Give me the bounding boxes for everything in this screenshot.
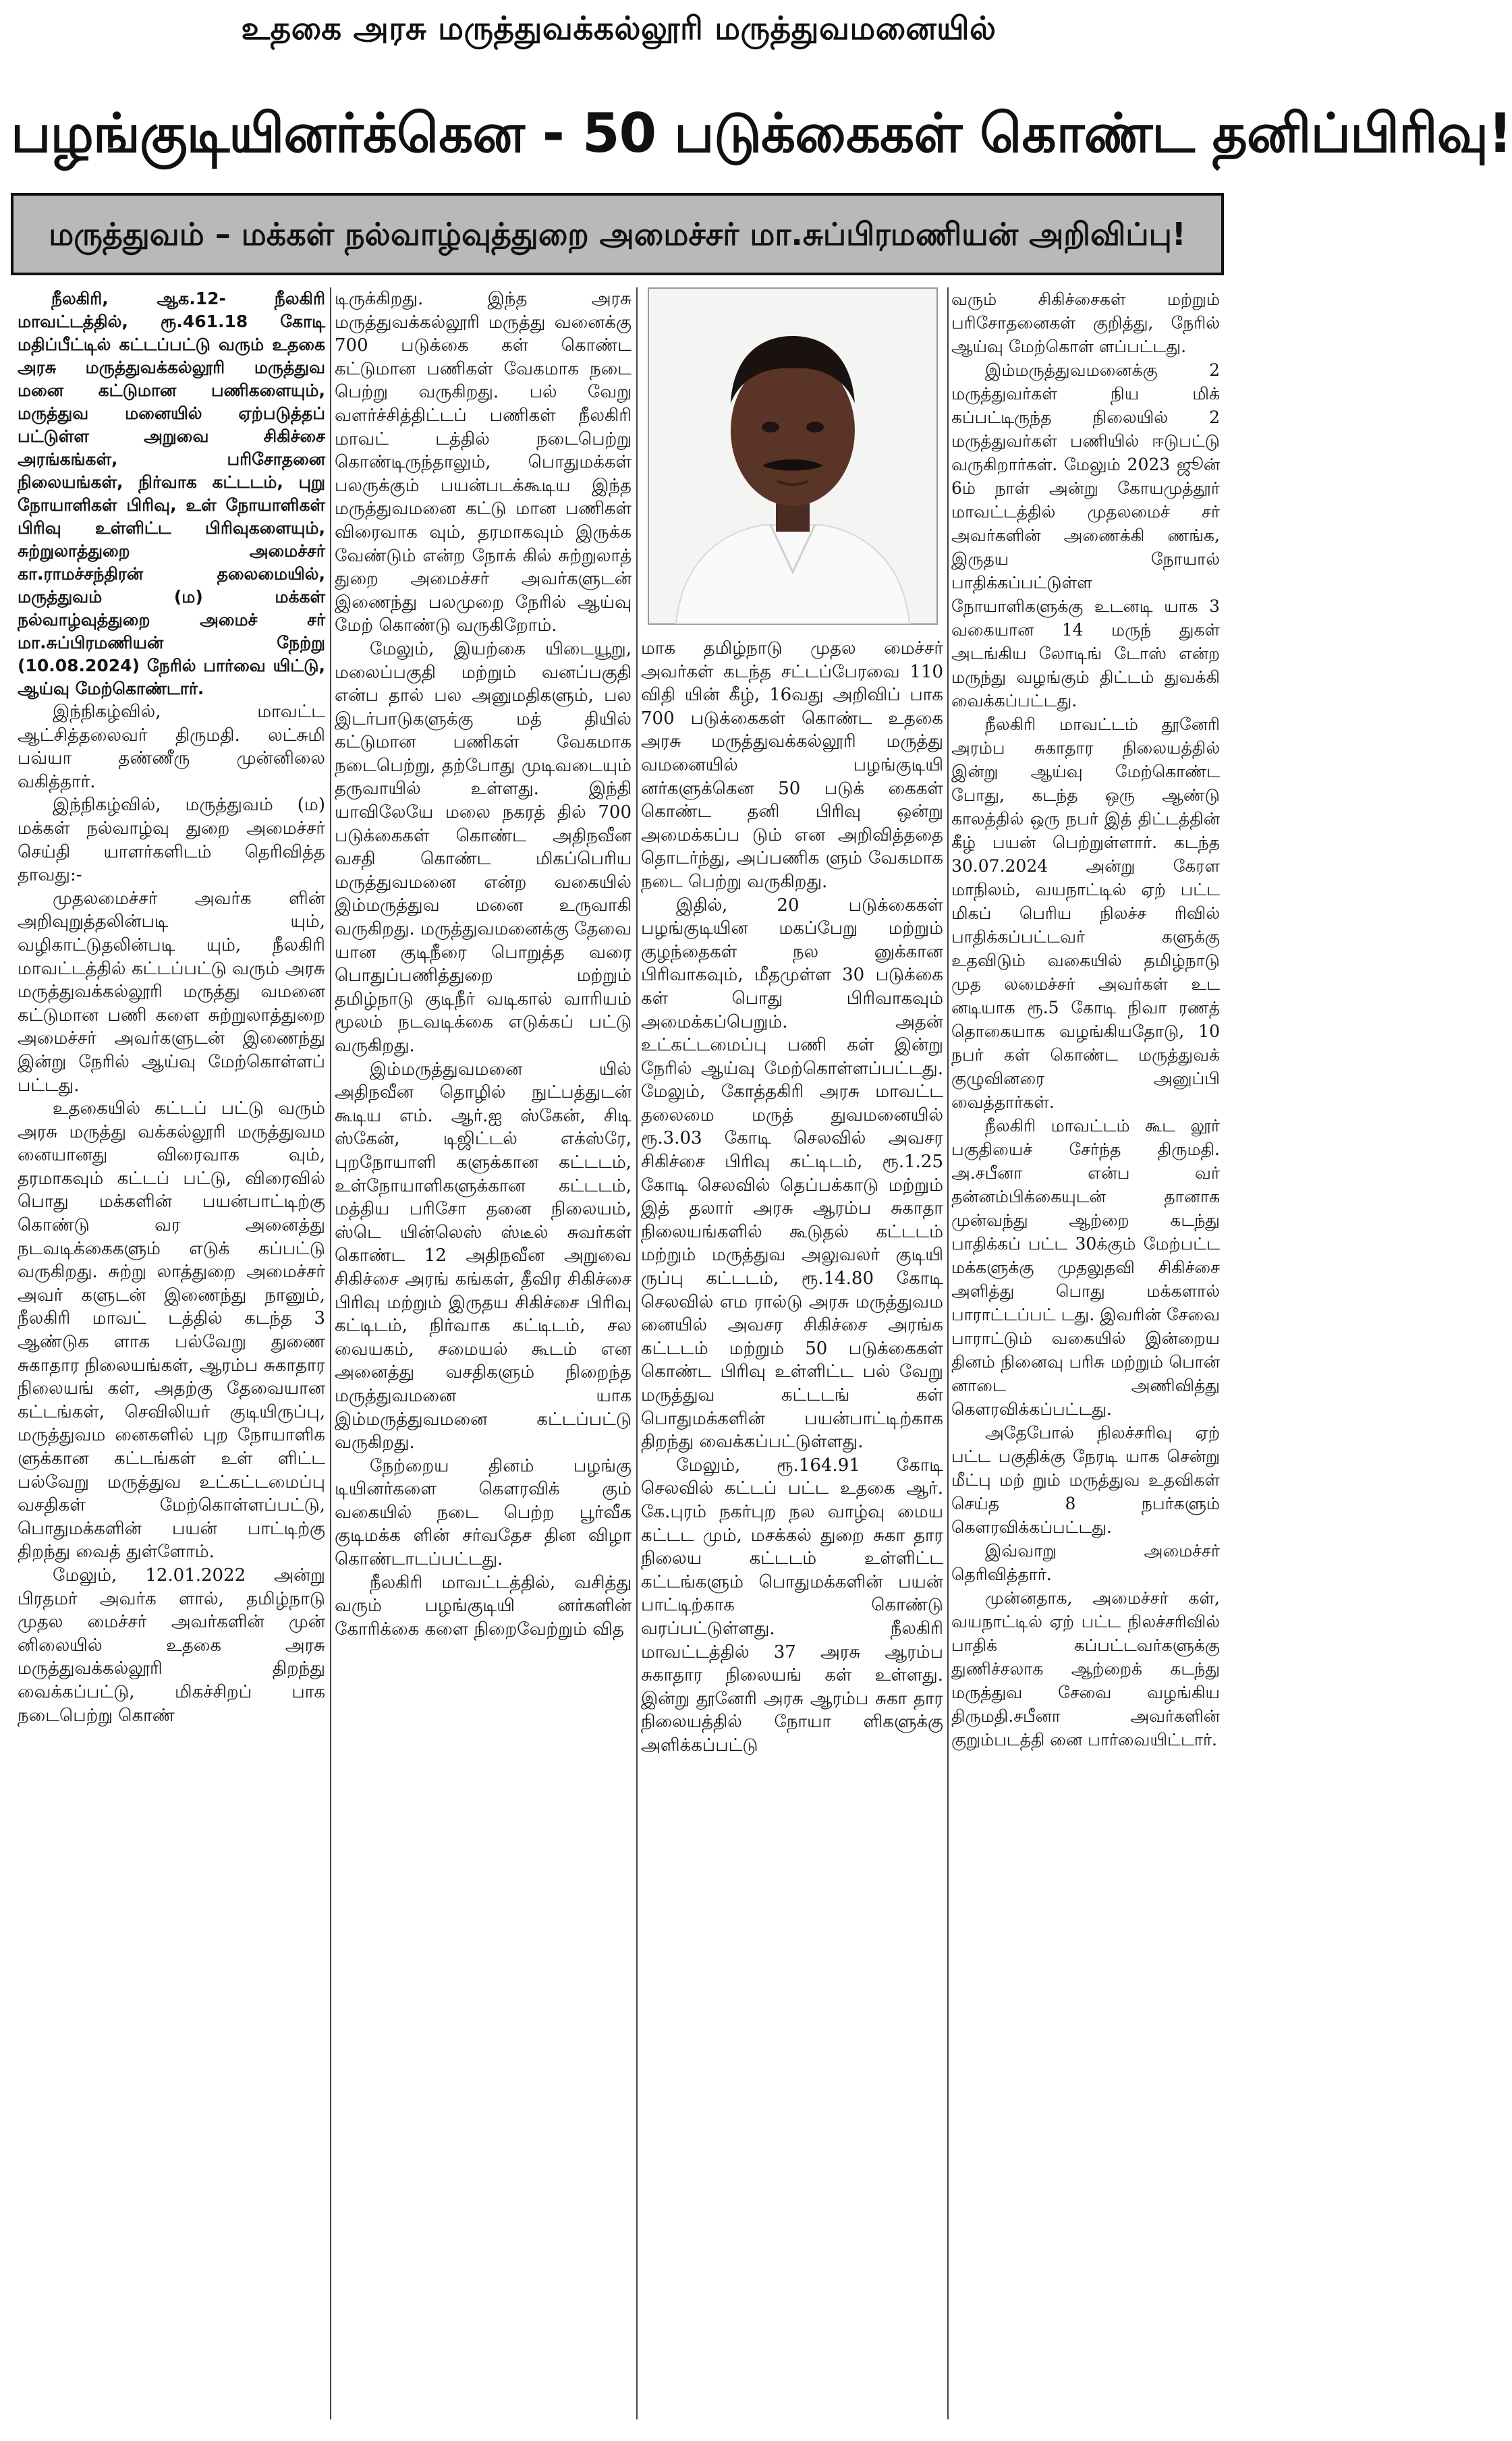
article-paragraph: இந்நிகழ்வில், மாவட்ட ஆட்சித்தலைவர் திருமதி. லட்சுமி பவ்யா தண்ணீரு முன்னிலை வகித்தார். [18, 702, 325, 792]
article-paragraph: இம்மருத்துவமனை யில் அதிநவீன தொழில் நுட்பத்துடன் கூடிய எம். ஆர்.ஐ ஸ்கேன், சிடி ஸ்கேன், டிஜிட்டல் எக்ஸ்ரே, புறநோயாளி களுக்கான கட்டடம், உள்நோயாளிகளுக்கான கட்டடம், மத்திய பரிசோ தனை நிலையம், ஸ்டெ யின்லெஸ் ஸ்டீல் சுவர்கள் கொண்ட 12 அதிநவீன அறுவை சிகிச்சை அரங் கங்கள், தீவிர சிகிச்சை பிரிவு மற்றும் இருதய சிகிச்சை பிரிவு கட்டிடம், நிர்வாக கட்டிடம், சல வையகம், சமையல் கூடம் என அனைத்து வசதிகளும் நிறைந்த மருத்துவமனை யாக இம்மருத்துவமனை கட்டப்பட்டு வருகிறது. [335, 1059, 632, 1453]
article-paragraph: மேலும், ரூ.164.91 கோடி செலவில் கட்டப் பட்ட உதகை ஆர். கே.புரம் நகர்புற நல வாழ்வு மைய கட்டட மும், மசக்கல் துறை சுகா தார நிலைய கட்டடம் உள்ளிட்ட கட்டங்களும் பொதுமக்களின் பயன் பாட்டிற்காக கொண்டு வரப்பட்டுள்ளது. நீலகிரி மாவட்டத்தில் 37 அரசு ஆரம்ப சுகாதார நிலையங் கள் உள்ளது. இன்று தூனேரி அரசு ஆரம்ப சுகா தார நிலையத்தில் நோயா ளிகளுக்கு அளிக்கப்பட்டு [641, 1455, 943, 1756]
article-column-3 [641, 637, 943, 2433]
article-paragraph: நேற்றைய தினம் பழங்கு டியினர்களை கௌரவிக் கும் வகையில் நடை பெற்ற பூர்வீக குடிமக்க ளின் சர்வதேச தின விழா கொண்டாடப்பட்டது. [335, 1455, 632, 1570]
article-paragraph: மாக தமிழ்நாடு முதல மைச்சர் அவர்கள் கடந்த சட்டப்பேரவை 110 விதி யின் கீழ், 16வது அறிவிப் பாக 700 படுக்கைகள் கொண்ட உதகை அரசு மருத்துவக்கல்லூரி மருத்து வமனையில் பழங்குடியி னர்களுக்கென 50 படுக் கைகள் கொண்ட தனி பிரிவு ஒன்று அமைக்கப்ப டும் என அறிவித்ததை தொடர்ந்து, அப்பணிக ளும் வேகமாக நடை பெற்று வருகிறது. [641, 638, 943, 892]
dateline-lead-paragraph: நீலகிரி, ஆக.12- நீலகிரி மாவட்டத்தில், ரூ.461.18 கோடி மதிப்பீட்டில் கட்டப்பட்டு வரும் உதகை அரசு மருத்துவக்கல்லூரி மருத்துவ மனை கட்டுமான பணிகளையும், மருத்துவ மனையில் ஏற்படுத்தப் பட்டுள்ள அறுவை சிகிச்சை அரங்கங்கள், பரிசோதனை நிலையங்கள், நிர்வாக கட்டடம், புறு நோயாளிகள் பிரிவு, உள் நோயாளிகள் பிரிவு உள்ளிட்ட பிரிவுகளையும், சுற்றுலாத்துறை அமைச்சர் கா.ராமச்சந்திரன் தலைமையில், மருத்துவம் (ம) மக்கள் நல்வாழ்வுத்துறை அமைச் சர் மா.சுப்பிரமணியன் நேற்று (10.08.2024) நேரில் பார்வை யிட்டு, ஆய்வு மேற்கொண்டார். [18, 289, 325, 698]
article-paragraph: நீலகிரி மாவட்டத்தில், வசித்து வரும் பழங்குடியி னர்களின் கோரிக்கை களை நிறைவேற்றும் வித [335, 1572, 632, 1639]
article-paragraph: மேலும், இயற்கை யிடையூறு, மலைப்பகுதி மற்றும் வனப்பகுதி என்ப தால் பல அனுமதிகளும், பல இடர்பாடுகளுக்கு மத் தியில் கட்டுமான பணிகள் வேகமாக நடைபெற்று, தற்போது முடிவடையும் தருவாயில் உள்ளது. இந்தி யாவிலேயே மலை நகரத் தில் 700 படுக்கைகள் கொண்ட அதிநவீன வசதி கொண்ட மிகப்பெரிய மருத்துவமனை என்ற வகையில் இம்மருத்துவ மனை உருவாகி வருகிறது. மருத்துவமனைக்கு தேவை யான குடிநீரை பொறுத்த வரை பொதுப்பணித்துறை மற்றும் தமிழ்நாடு குடிநீர் வடிகால் வாரியம் மூலம் நடவடிக்கை எடுக்கப் பட்டு வருகிறது. [335, 638, 632, 1056]
article-paragraph: இவ்வாறு அமைச்சர் தெரிவித்தார். [951, 1541, 1220, 1584]
article-column-1 [18, 287, 325, 2433]
article-paragraph: அதேபோல் நிலச்சரிவு ஏற் பட்ட பகுதிக்கு நேரடி யாக சென்று மீட்பு மற் றும் மருத்துவ உதவிகள் செய்த 8 நபர்களும் கௌரவிக்கப்பட்டது. [951, 1423, 1220, 1537]
article-column-4 [951, 287, 1220, 2433]
headline: பழங்குடியினர்க்கென - 50 படுக்கைகள் கொண்ட தனிப்பிரிவு! [11, 102, 1512, 165]
portrait-illustration [649, 289, 936, 623]
article-paragraph: முதலமைச்சர் அவர்க ளின் அறிவுறுத்தலின்படி யும், வழிகாட்டுதலின்படி யும், நீலகிரி மாவட்டத்தில் கட்டப்பட்டு வரும் அரசு மருத்துவக்கல்லூரி மருத்து வமனை கட்டுமான பணி களை சுற்றுலாத்துறை அமைச்சர் அவர்களுடன் இணைந்து இன்று நேரில் ஆய்வு மேற்கொள்ளப் பட்டது. [18, 888, 325, 1096]
article-paragraph: முன்னதாக, அமைச்சர் கள், வயநாட்டில் ஏற் பட்ட நிலச்சரிவில் பாதிக் கப்பட்டவர்களுக்கு துணிச்சலாக ஆற்றைக் கடந்து மருத்துவ சேவை வழங்கிய திருமதி.சபீனா அவர்களின் குறும்படத்தி னை பார்வையிட்டார். [951, 1588, 1220, 1749]
article-paragraph: இந்நிகழ்வில், மருத்துவம் (ம) மக்கள் நல்வாழ்வு துறை அமைச்சர் செய்தி யாளர்களிடம் தெரிவித்த தாவது:- [18, 795, 325, 886]
article-paragraph: உதகையில் கட்டப் பட்டு வரும் அரசு மருத்து வக்கல்லூரி மருத்துவம னையானது விரைவாக வும், தரமாகவும் கட்டப் பட்டு, விரைவில் பொது மக்களின் பயன்பாட்டிற்கு கொண்டு வர அனைத்து நடவடிக்கைகளும் எடுக் கப்பட்டு வருகிறது. சுற்று லாத்துறை அமைச்சர் அவர் களுடன் இணைந்து நானும், நீலகிரி மாவட் டத்தில் கடந்த 3 ஆண்டுக ளாக பல்வேறு துணை சுகாதார நிலையங்கள், ஆரம்ப சுகாதார நிலையங் கள், அதற்கு தேவையான கட்டங்கள், செவிலியர் குடியிருப்பு, மருத்துவம னைகளில் புற நோயாளிக ளுக்கான கட்டங்கள் உள் ளிட்ட பல்வேறு மருத்துவ உட்கட்டமைப்பு வசதிகள் மேற்கொள்ளப்பட்டு, பொதுமக்களின் பயன் பாட்டிற்கு திறந்து வைத் துள்ளோம். [18, 1098, 325, 1563]
article-column-2 [335, 287, 632, 2433]
column-rule [636, 287, 638, 2419]
kicker-line: உதகை அரசு மருத்துவக்கல்லூரி மருத்துவமனையில் [241, 10, 997, 47]
column-rule [947, 287, 949, 2419]
article-paragraph: நீலகிரி மாவட்டம் தூனேரி அரம்ப சுகாதார நிலையத்தில் இன்று ஆய்வு மேற்கொண்ட போது, கடந்த ஒரு ஆண்டு காலத்தில் ஒரு நபர் இத் திட்டத்தின் கீழ் பயன் பெற்றுள்ளார். கடந்த 30.07.2024 அன்று கேரள மாநிலம், வயநாட்டில் ஏற் பட்ட மிகப் பெரிய நிலச்ச ரிவில் பாதிக்கப்பட்டவர் களுக்கு உதவிடும் வகையில் தமிழ்நாடு முத லமைச்சர் அவர்கள் உட னடியாக ரூ.5 கோடி நிவா ரணத் தொகையாக வழங்கியதோடு, 10 நபர் கள் கொண்ட மருத்துவக் குழுவினரை அனுப்பி வைத்தார்கள். [951, 714, 1220, 1112]
article-paragraph: இம்மருத்துவமனைக்கு 2 மருத்துவர்கள் நிய மிக் கப்பட்டிருந்த நிலையில் 2 மருத்துவர்கள் பணியில் ஈடுபட்டு வருகிறார்கள். மேலும் 2023 ஜூன் 6ம் நாள் அன்று கோயமுத்தூர் மாவட்டத்தில் முதலமைச் சர் அவர்களின் அணைக்கி ணங்க, இருதய நோயால் பாதிக்கப்பட்டுள்ள நோயாளிகளுக்கு உடனடி யாக 3 வகையான 14 மருந் துகள் அடங்கிய லோடிங் டோஸ் என்ற மருந்து வழங்கும் திட்டம் துவக்கி வைக்கப்பட்டது. [951, 360, 1220, 710]
minister-photo [648, 287, 938, 625]
article-paragraph: டிருக்கிறது. இந்த அரசு மருத்துவக்கல்லூரி மருத்து வனைக்கு 700 படுக்கை கள் கொண்ட கட்டுமான பணிகள் வேகமாக நடை பெற்று வருகிறது. பல் வேறு வளர்ச்சித்திட்டப் பணிகள் நீலகிரி மாவட் டத்தில் நடைபெற்று கொண்டிருந்தாலும், பொதுமக்கள் பலருக்கும் பயன்படக்கூடிய இந்த மருத்துவமனை கட்டு மான பணிகள் விரைவாக வும், தரமாகவும் இருக்க வேண்டும் என்ற நோக் கில் சுற்றுலாத் துறை அமைச்சர் அவர்களுடன் இணைந்து பலமுறை நேரில் ஆய்வு மேற் கொண்டு வருகிறோம். [335, 289, 632, 636]
article-paragraph: நீலகிரி மாவட்டம் கூட லூர் பகுதியைச் சேர்ந்த திருமதி. அ.சபீனா என்ப வர் தன்னம்பிக்கையுடன் தானாக முன்வந்து ஆற்றை கடந்து பாதிக்கப் பட்ட 30க்கும் மேற்பட்ட மக்களுக்கு முதலுதவி சிகிச்சை அளித்து பொது மக்களால் பாராட்டப்பட் டது. இவரின் சேவை பாராட்டும் வகையில் இன்றைய தினம் நினைவு பரிசு மற்றும் பொன் னாடை அணிவித்து கௌரவிக்கப்பட்டது. [951, 1116, 1220, 1419]
sub-headline-banner: மருத்துவம் – மக்கள் நல்வாழ்வுத்துறை அமைச்சர் மா.சுப்பிரமணியன் அறிவிப்பு! [11, 193, 1224, 275]
article-paragraph: மேலும், 12.01.2022 அன்று பிரதமர் அவர்க ளால், தமிழ்நாடு முதல மைச்சர் அவர்களின் முன் னிலையில் உதகை அரசு மருத்துவக்கல்லூரி திறந்து வைக்கப்பட்டு, மிகச்சிறப் பாக நடைபெற்று கொண் [18, 1565, 325, 1726]
article-paragraph: வரும் சிகிச்சைகள் மற்றும் பரிசோதனைகள் குறித்து, நேரில் ஆய்வு மேற்கொள் ளப்பட்டது. [951, 289, 1220, 356]
column-rule [330, 287, 331, 2419]
article-paragraph: இதில், 20 படுக்கைகள் பழங்குடியின மகப்பேறு மற்றும் குழந்தைகள் நல னுக்கான பிரிவாகவும், மீதமுள்ள 30 படுக்கை கள் பொது பிரிவாகவும் அமைக்கப்பெறும். அதன் உட்கட்டமைப்பு பணி கள் இன்று நேரில் ஆய்வு மேற்கொள்ளப்பட்டது. மேலும், கோத்தகிரி அரசு மாவட்ட தலைமை மருத் துவமனையில் ரூ.3.03 கோடி செலவில் அவசர சிகிச்சை பிரிவு கட்டிடம், ரூ.1.25 கோடி செலவில் தெப்பக்காடு மற்றும் இத் தலார் அரசு ஆரம்ப சுகாதா நிலையங்களில் கூடுதல் கட்டடம் மற்றும் மருத்துவ அலுவலர் குடியி ருப்பு கட்டடம், ரூ.14.80 கோடி செலவில் எம ரால்டு அரசு மருத்துவம னையில் அவசர சிகிச்சை அரங்க கட்டடம் மற்றும் 50 படுக்கைகள் கொண்ட பிரிவு உள்ளிட்ட பல் வேறு மருத்துவ கட்டடங் கள் பொதுமக்களின் பயன்பாட்டிற்காக திறந்து வைக்கப்பட்டுள்ளது. [641, 895, 943, 1453]
